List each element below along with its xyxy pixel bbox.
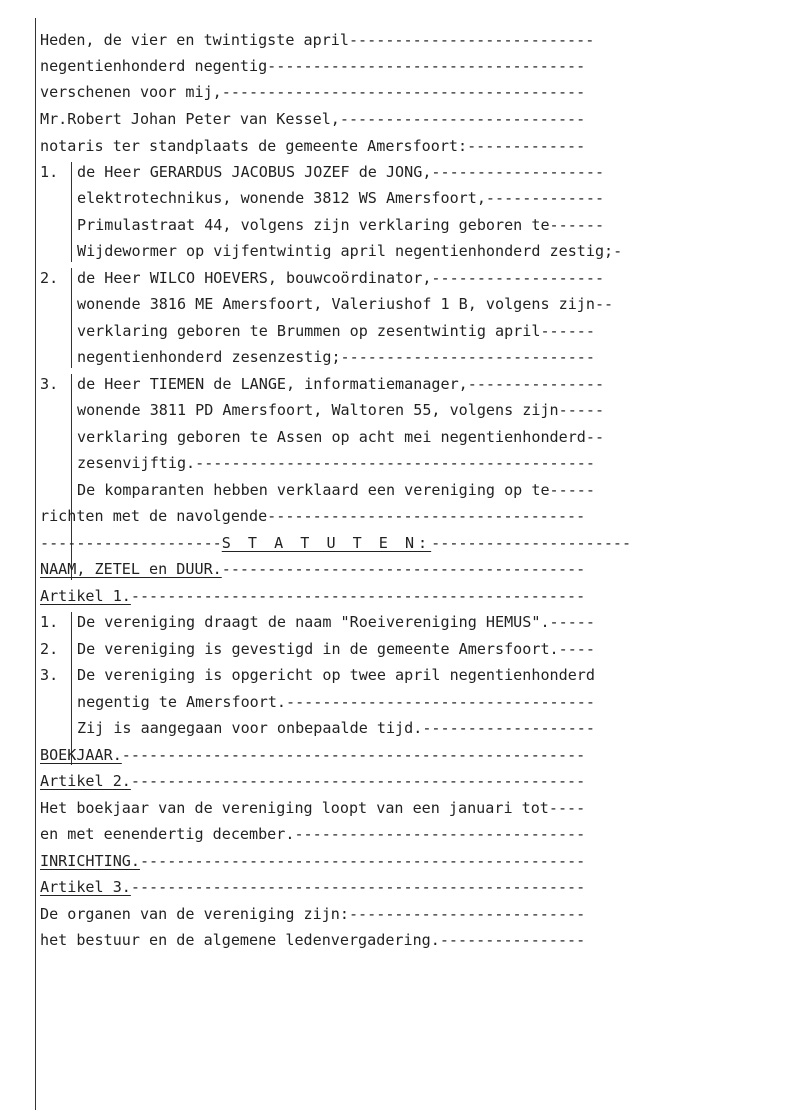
- section-boekjaar-dashes: ---------------------------------------------------: [121, 746, 586, 764]
- section-inrichting-dashes: -------------------------------------------------: [139, 852, 586, 870]
- party-2-line-3: verklaring geboren te Brummen op zesentwintig april------: [77, 322, 595, 340]
- intro-line-4: Mr.Robert Johan Peter van Kessel,---------------------------: [40, 110, 586, 128]
- party-2-line-4: negentienhonderd zesenzestig;----------------------------: [77, 348, 595, 366]
- section-inrichting-line: [40, 848, 800, 874]
- article-2-heading-line: [40, 768, 800, 794]
- party-1-bracket: [71, 162, 72, 262]
- section-naam-dashes: ----------------------------------------: [221, 560, 586, 578]
- party-1-line-2: elektrotechnikus, wonende 3812 WS Amersfoort,-------------: [77, 189, 605, 207]
- article-1-heading-dashes: --------------------------------------------------: [130, 587, 586, 605]
- article-1-item-3-line-1: De vereniging is opgericht op twee april negentienhonderd: [77, 666, 595, 684]
- article-1-item-3-line-2: negentig te Amersfoort.----------------------------------: [77, 693, 595, 711]
- article-1-item-1-text: De vereniging draagt de naam "Roeivereniging HEMUS".-----: [77, 613, 595, 631]
- party-1-line-4: Wijdewormer op vijfentwintig april negentienhonderd zestig;-: [77, 242, 623, 260]
- section-boekjaar-heading: BOEKJAAR.: [40, 746, 122, 764]
- party-2-line-2: wonende 3816 ME Amersfoort, Valeriushof 1 B, volgens zijn--: [77, 295, 614, 313]
- article-2-heading-dashes: --------------------------------------------------: [130, 772, 586, 790]
- section-naam-line: [40, 556, 800, 582]
- left-margin-rule: [35, 18, 36, 1110]
- article-1-item-2-number: 2.: [40, 640, 59, 658]
- party-1-number: 1.: [40, 163, 59, 181]
- section-inrichting-heading: INRICHTING.: [40, 852, 140, 870]
- statuten-dash-left: --------------------: [40, 534, 222, 552]
- statuten-title-line: [40, 530, 800, 556]
- intro-line-1: Heden, de vier en twintigste april---------------------------: [40, 31, 595, 49]
- article-1-item-3-number: 3.: [40, 666, 59, 684]
- party-1-line-1: de Heer GERARDUS JACOBUS JOZEF de JONG,-------------------: [77, 163, 605, 181]
- article-1-item-2-text: De vereniging is gevestigd in de gemeente Amersfoort.----: [77, 640, 595, 658]
- intro-line-5: notaris ter standplaats de gemeente Amersfoort:-------------: [40, 137, 586, 155]
- article-3-heading-dashes: --------------------------------------------------: [130, 878, 586, 896]
- section-boekjaar-line: [40, 742, 800, 768]
- intro-line-3: verschenen voor mij,----------------------------------------: [40, 83, 586, 101]
- party-3-number: 3.: [40, 375, 59, 393]
- article-3-heading-line: [40, 874, 800, 900]
- party-3-line-3: verklaring geboren te Assen op acht mei negentienhonderd--: [77, 428, 605, 446]
- article-1-heading: Artikel 1.: [40, 587, 131, 605]
- article-3-line-2: het bestuur en de algemene ledenvergadering.----------------: [40, 931, 586, 949]
- article-1-item-1-number: 1.: [40, 613, 59, 631]
- statuten-dash-right: ----------------------: [431, 534, 632, 552]
- party-1-line-3: Primulastraat 44, volgens zijn verklaring geboren te------: [77, 216, 605, 234]
- article-2-heading: Artikel 2.: [40, 772, 131, 790]
- party-3-line-5: De komparanten hebben verklaard een vereniging op te-----: [77, 481, 595, 499]
- article-2-line-2: en met eenendertig december.--------------------------------: [40, 825, 586, 843]
- party-2-bracket: [71, 268, 72, 368]
- article-3-heading: Artikel 3.: [40, 878, 131, 896]
- party-3-line-1: de Heer TIEMEN de LANGE, informatiemanager,---------------: [77, 375, 605, 393]
- intro-line-2: negentienhonderd negentig-----------------------------------: [40, 57, 586, 75]
- party-2-number: 2.: [40, 269, 59, 287]
- statuten-title: S T A T U T E N:: [221, 534, 432, 552]
- party-3-line-4: zesenvijftig.--------------------------------------------: [77, 454, 595, 472]
- article-2-line-1: Het boekjaar van de vereniging loopt van een januari tot----: [40, 799, 586, 817]
- party-2-line-1: de Heer WILCO HOEVERS, bouwcoördinator,-------------------: [77, 269, 605, 287]
- party-3-line-2: wonende 3811 PD Amersfoort, Waltoren 55, volgens zijn-----: [77, 401, 605, 419]
- article-1-item-3-line-3: Zij is aangegaan voor onbepaalde tijd.-------------------: [77, 719, 595, 737]
- section-naam-heading: NAAM, ZETEL en DUUR.: [40, 560, 222, 578]
- establish-line: richten met de navolgende-----------------------------------: [40, 507, 586, 525]
- article-1-heading-line: [40, 583, 800, 609]
- article-3-line-1: De organen van de vereniging zijn:--------------------------: [40, 905, 586, 923]
